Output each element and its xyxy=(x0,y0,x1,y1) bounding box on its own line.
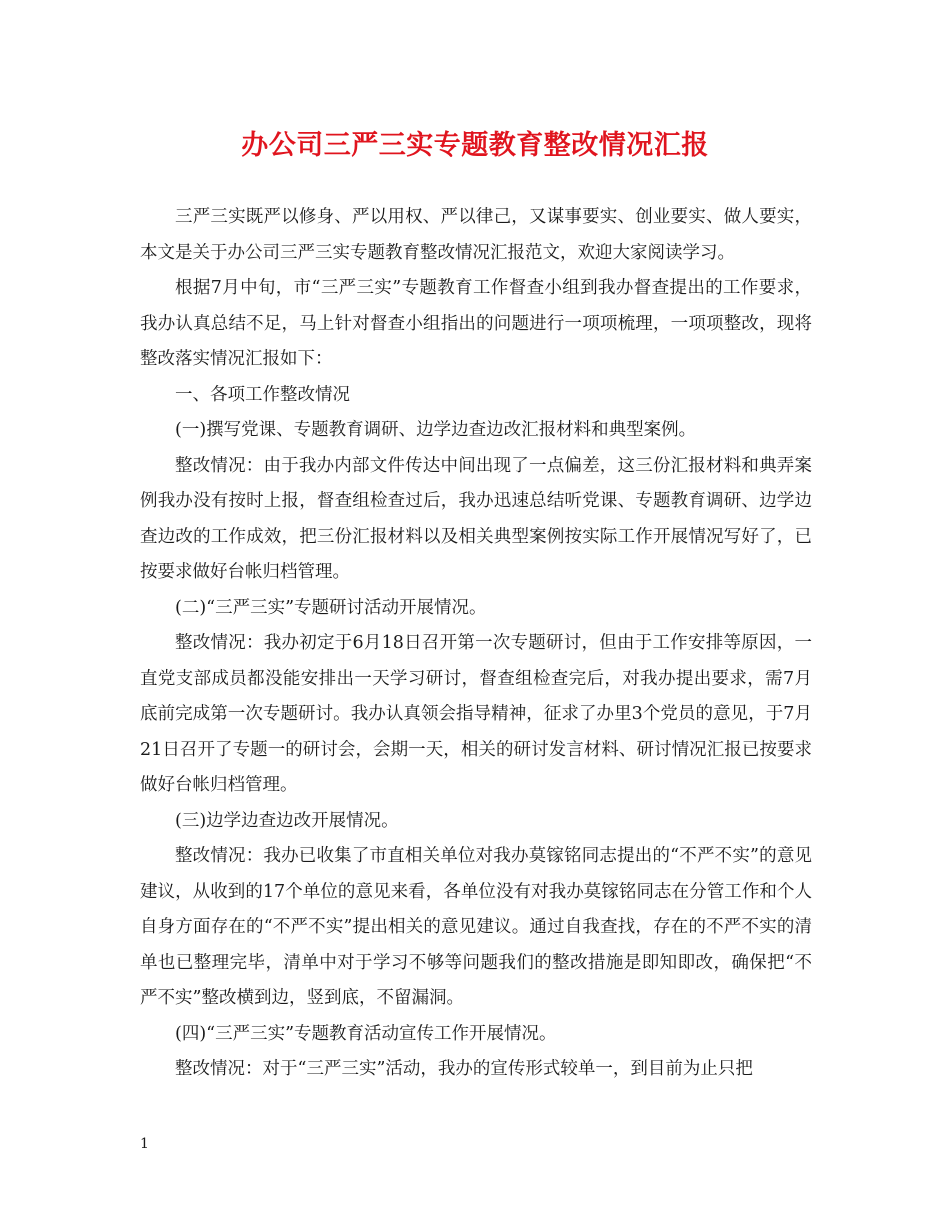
document-title: 办公司三严三实专题教育整改情况汇报 xyxy=(241,130,709,161)
section-heading: 一、各项工作整改情况 xyxy=(175,384,350,405)
paragraph-rectification: 整改情况：我办初定于6月18日召开第一次专题研讨，但由于工作安排等原因，一直党支部成员都没能安排出一天学习研讨，督查组检查完后，对我办提出要求，需7月底前完成第一次专题研讨。我办认真领会指导精神，征求了办里3个党员的意见，于7月21日召开了专题一的研讨会，会期一天，相关的研讨发言材料、研讨情况汇报已按要求做好台帐归档管理。 xyxy=(140,633,812,795)
page-number: 1 xyxy=(140,1136,149,1152)
paragraph-rectification: 整改情况：我办已收集了市直相关单位对我办莫镓铭同志提出的“不严不实”的意见建议，从收到的17个单位的意见来看，各单位没有对我办莫镓铭同志在分管工作和个人自身方面存在的“不严不实”提出相关的意见建议。通过自我查找，存在的不严不实的清单也已整理完毕，清单中对于学习不够等问题我们的整改措施是即知即改，确保把“不严不实”整改横到边，竖到底，不留漏洞。 xyxy=(140,846,812,1008)
subsection-heading: (四)“三严三实”专题教育活动宣传工作开展情况。 xyxy=(175,1023,557,1044)
paragraph-rectification: 整改情况：由于我办内部文件传达中间出现了一点偏差，这三份汇报材料和典弄案例我办没有按时上报，督查组检查过后，我办迅速总结听党课、专题教育调研、边学边查边改的工作成效，把三份汇报材料以及相关典型案例按实际工作开展情况写好了，已按要求做好台帐归档管理。 xyxy=(140,455,812,582)
paragraph-background: 根据7月中旬，市“三严三实”专题教育工作督查小组到我办督查提出的工作要求，我办认真总结不足，马上针对督查小组指出的问题进行一项项梳理，一项项整改，现将整改落实情况汇报如下： xyxy=(140,278,812,369)
paragraph-rectification: 整改情况：对于“三严三实”活动，我办的宣传形式较单一，到目前为止只把 xyxy=(175,1059,753,1079)
document-body xyxy=(140,200,812,1088)
subsection-heading: (一)撰写党课、专题教育调研、边学边查边改汇报材料和典型案例。 xyxy=(175,420,697,440)
paragraph-intro: 三严三实既严以修身、严以用权、严以律己，又谋事要实、创业要实、做人要实，本文是关于办公司三严三实专题教育整改情况汇报范文，欢迎大家阅读学习。 xyxy=(140,207,812,263)
subsection-heading: (二)“三严三实”专题研讨活动开展情况。 xyxy=(175,597,487,618)
subsection-heading: (三)边学边查边改开展情况。 xyxy=(175,810,399,831)
